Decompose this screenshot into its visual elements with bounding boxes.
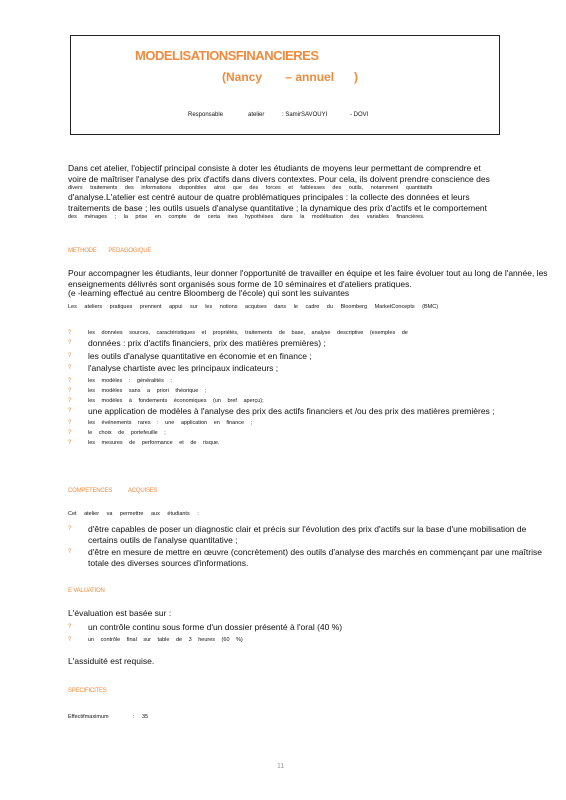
bullet-icon: ? (68, 387, 72, 394)
section-heading-evaluation: E VALUATION (68, 588, 105, 594)
intro-line-5: traitements de base ; les outils usuels d'analyse quantitative ; la dynamique des prix d'actifs et le comportement (68, 202, 488, 213)
bullet-icon: ? (68, 420, 72, 426)
list-item-text: les modèles sans a priori théorique ; (88, 387, 207, 394)
list-item-text: d'être en mesure de mettre en œuvre (concrètement) des outils d'analyse des marchés en commençant par une maîtrise totale des diverses sources d'informations. (88, 547, 542, 568)
responsable-name: : SamirSAVOUYI (282, 112, 328, 118)
list-item (68, 438, 548, 448)
document-subtitle: (Nancy – annuel ) (222, 70, 359, 84)
list-item-text: les outils d'analyse quantitative en économie et en finance ; (88, 350, 312, 361)
assiduite-text: L'assiduité est requise. (68, 656, 155, 666)
responsable-label: Responsable (188, 112, 224, 118)
list-item (68, 406, 548, 417)
bullet-icon: ? (68, 636, 72, 643)
list-item (68, 386, 548, 396)
list-item-text: d'être capables de poser un diagnostic clair et précis sur l'évolution des prix d'actifs sur la base d'une mobilisation de certains outils de l'analyse quantitative ; (88, 524, 527, 545)
bullet-icon: ? (68, 340, 72, 346)
list-item-text: données : prix d'actifs financiers, prix des matières premières) ; (88, 338, 326, 348)
list-item-text: les modèles à fondements économiques (un bref aperçu); (88, 397, 264, 404)
bullet-icon: ? (68, 365, 72, 371)
intro-paragraph (68, 163, 548, 221)
list-item-text: le choix de portefeuille ; (88, 430, 166, 436)
evaluation-list (68, 622, 548, 645)
list-item (68, 328, 548, 338)
list-item (68, 376, 548, 386)
bullet-icon: ? (68, 377, 72, 384)
list-item (68, 351, 548, 362)
list-item-text: un contrôle continu sous forme d'un dossier présenté à l'oral (40 %) (88, 622, 343, 632)
section-heading-methode: METHODE PEDAGOGIQUE (68, 248, 152, 254)
list-item-text: les modèles : généralités ; (88, 377, 172, 384)
list-item-text: un contrôle final sur table de 3 heures (60 %) (88, 636, 243, 643)
assiduite-paragraph (68, 656, 548, 667)
bullet-icon: ? (68, 549, 72, 555)
list-item-text: l'analyse chartiste avec les principaux indicateurs ; (88, 363, 279, 373)
competences-intro-text: Cet atelier va permettre aux étudiants : (68, 511, 199, 517)
list-item (68, 396, 548, 406)
intro-line-4: d'analyse.L'atelier est centré autour de quatre problématiques principales : la collecte des données et leurs (68, 192, 470, 202)
page-number: 11 (277, 763, 285, 770)
bullet-icon: ? (68, 352, 72, 359)
bullet-icon: ? (68, 430, 72, 436)
list-item (68, 363, 548, 374)
bullet-icon: ? (68, 440, 72, 446)
list-item-text: les événements rares : une application en finance ; (88, 420, 253, 426)
atelier-label: atelier (248, 112, 265, 118)
bullet-icon: ? (68, 526, 72, 532)
methode-paragraph-2 (68, 288, 548, 311)
intro-line-6: des ménages ; la prise en compte de certa ines hypothèses dans la modélisation des variables financières. (68, 214, 425, 220)
methode-text-2: (e -learning effectué au centre Bloomberg de l'école) qui sont les suivantes (68, 288, 350, 298)
bullet-icon: ? (68, 330, 72, 336)
list-item (68, 635, 548, 645)
methode-list (68, 328, 548, 448)
methode-paragraph (68, 268, 548, 289)
list-item (68, 428, 548, 438)
list-item (68, 547, 548, 568)
bullet-icon: ? (68, 624, 72, 630)
intro-line-3: divers traitements des informations disponibles ainsi que des forces et faiblesses des outils, notamment quantitatifs (68, 185, 433, 191)
list-item (68, 338, 548, 349)
list-item (68, 524, 548, 545)
section-heading-competences: COMPETENCES ACQUISES (68, 488, 158, 494)
competences-intro (68, 510, 548, 518)
list-item-text: les données sources, caractéristiques et propriétés, traitements de base, analyse descriptive (exemples de (88, 330, 408, 336)
bullet-icon: ? (68, 407, 72, 414)
evaluation-intro-text: L'évaluation est basée sur : (68, 608, 172, 618)
intro-line-2: voire de maîtriser l'analyse des prix d'actifs dans divers contextes. Pour cela, ils doivent prendre conscience des (68, 173, 490, 184)
bullet-icon: ? (68, 397, 72, 404)
competences-list (68, 524, 548, 570)
methode-small-text: Les ateliers pratiques prennent appui sur les notions acquises dans le cadre du Bloomberg MarketConcepts (BMC) (68, 303, 439, 310)
responsable-suffix: - DOVI (350, 112, 369, 118)
list-item (68, 418, 548, 428)
effectif-label: Effectifmaximum (68, 714, 109, 720)
section-heading-specificites: SPECIFICITES (68, 688, 107, 694)
list-item-text: les mesures de performance et de risque. (88, 440, 220, 446)
list-item-text: une application de modèles à l'analyse des prix des actifs financiers et /ou des prix des matières premières ; (88, 405, 495, 416)
intro-line-1: Dans cet atelier, l'objectif principal consiste à doter les étudiants de moyens leur permettant de comprendre et (68, 163, 481, 173)
document-title: MODELISATIONSFINANCIERES (135, 48, 319, 63)
evaluation-intro (68, 608, 548, 619)
effectif-line (68, 710, 548, 721)
list-item (68, 622, 548, 633)
methode-text: Pour accompagner les étudiants, leur donner l'opportunité de travailler en équipe et les faire évoluer tout au long de l'année, les enseignements délivrés sont organisés sous forme de 10 séminaires et d'ateliers pratiques. (68, 268, 548, 289)
effectif-value: : 35 (132, 714, 149, 720)
